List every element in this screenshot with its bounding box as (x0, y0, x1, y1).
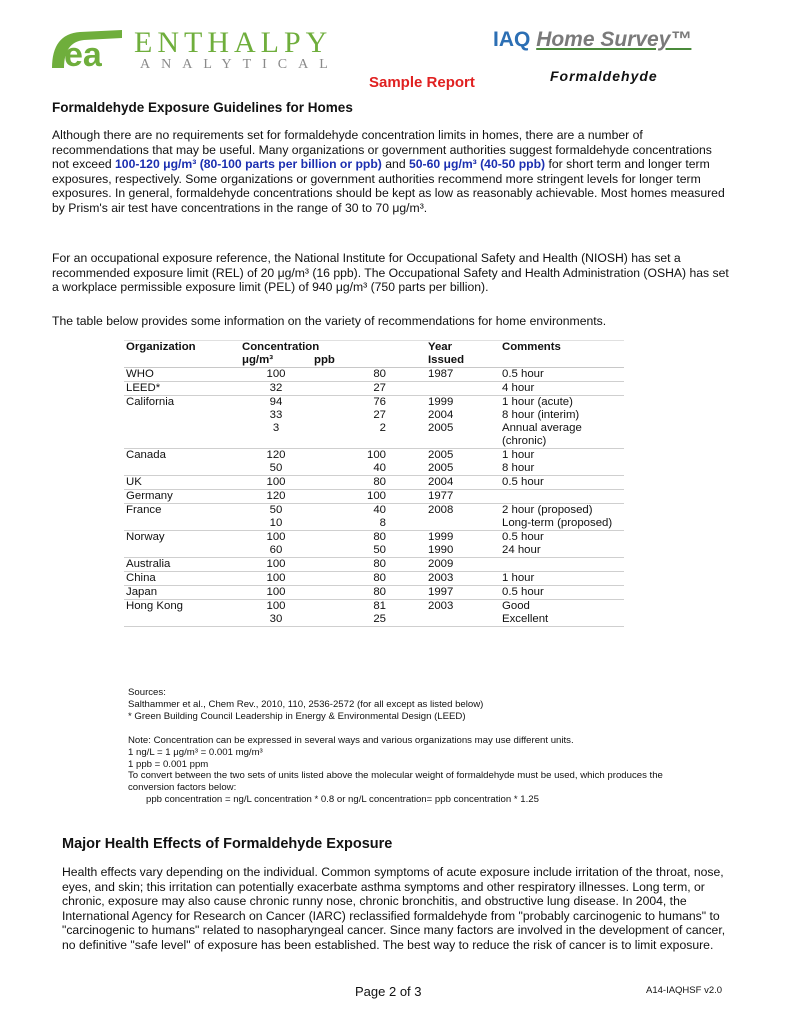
cell-ug: 100 60 (240, 531, 312, 558)
header-blank (124, 354, 240, 368)
cell-organization: California (124, 396, 240, 449)
table-row (124, 531, 624, 558)
cell-comment: 1 hour (500, 572, 624, 586)
table-body (124, 368, 624, 627)
cell-organization: UK (124, 476, 240, 490)
cell-comment: 1 hour 8 hour (500, 449, 624, 476)
table-row (124, 504, 624, 531)
cell-ppb: 80 (312, 572, 396, 586)
cell-comment (500, 490, 624, 504)
paragraph-guidelines-intro (52, 128, 732, 216)
cell-ppb: 80 50 (312, 531, 396, 558)
cell-ppb: 100 (312, 490, 396, 504)
page-number: Page 2 of 3 (355, 984, 422, 999)
cell-ppb: 80 (312, 558, 396, 572)
cell-year: 2008 (396, 504, 500, 531)
cell-comment: 1 hour (acute) 8 hour (interim) Annual average (chronic) (500, 396, 624, 449)
sources-label: Sources: (128, 687, 166, 698)
guidelines-table (124, 340, 624, 627)
paragraph-table-intro: The table below provides some information on the variety of recommendations for home environments. (52, 314, 607, 328)
cell-year (396, 382, 500, 396)
cell-comment: 0.5 hour (500, 586, 624, 600)
cell-organization: Japan (124, 586, 240, 600)
cell-ug: 32 (240, 382, 312, 396)
cell-year: 1999 1990 (396, 531, 500, 558)
cell-comment: 0.5 hour (500, 476, 624, 490)
note-line: To convert between the two sets of units listed above the molecular weight of formaldehyde must be used, which produces the conversion factors below: (128, 770, 663, 794)
cell-organization: China (124, 572, 240, 586)
cell-ug: 120 50 (240, 449, 312, 476)
cell-year: 1997 (396, 586, 500, 600)
sample-report-label: Sample Report (369, 74, 475, 91)
iaq-logo-suffix: Home Survey™ (536, 28, 692, 51)
cell-ug: 120 (240, 490, 312, 504)
cell-comment: 4 hour (500, 382, 624, 396)
svg-text:ea: ea (64, 36, 102, 70)
table-row (124, 600, 624, 627)
table-row (124, 368, 624, 382)
brand-subtitle: ANALYTICAL (140, 57, 339, 72)
sources-line: Salthammer et al., Chem Rev., 2010, 110, 2536-2572 (for all except as listed below) (128, 698, 484, 710)
cell-year: 2003 (396, 572, 500, 586)
cell-comment: 0.5 hour 24 hour (500, 531, 624, 558)
iaq-logo-prefix: IAQ (493, 28, 531, 51)
cell-ug: 100 (240, 586, 312, 600)
section-title-guidelines: Formaldehyde Exposure Guidelines for Homes (52, 100, 353, 115)
cell-comment (500, 558, 624, 572)
table-row (124, 476, 624, 490)
table-row (124, 490, 624, 504)
enthalpy-logo-mark (50, 28, 124, 70)
cell-organization: WHO (124, 368, 240, 382)
cell-ug: 94 33 3 (240, 396, 312, 449)
sources-block (128, 687, 483, 722)
cell-organization: Australia (124, 558, 240, 572)
table-row (124, 449, 624, 476)
table-row (124, 572, 624, 586)
cell-ppb: 76 27 2 (312, 396, 396, 449)
cell-organization: Canada (124, 449, 240, 476)
table-subheader-row (124, 354, 624, 368)
document-code: A14-IAQHSF v2.0 (646, 985, 723, 996)
section-title-health-effects: Major Health Effects of Formaldehyde Exposure (62, 836, 393, 852)
paragraph-text: for short term and longer term exposures, respectively. Some organizations or government authorities recommend more stringent levels for longer term exposures. In general, formaldehyde concentrations should be kept as low as reasonably achievable. Most homes measured by Prism's air test have concentrations in the range of 30 to 70 μg/m³. (52, 157, 725, 215)
table-header-row (124, 341, 624, 355)
cell-ug: 100 (240, 558, 312, 572)
header-issued: Issued (396, 354, 500, 368)
note-line: Note: Concentration can be expressed in several ways and various organizations may use different units. (128, 735, 574, 746)
cell-ug: 100 30 (240, 600, 312, 627)
cell-organization: Hong Kong (124, 600, 240, 627)
highlight-short-term: 100-120 μg/m³ (80-100 parts per billion or ppb) (115, 157, 382, 172)
paragraph-occupational: For an occupational exposure reference, the National Institute for Occupational Safety and Health (NIOSH) has set a recommended exposure limit (REL) of 20 μg/m³ (16 ppb). The Occupational Safety and Health Administration (OSHA) has set a workplace permissible exposure limit (PEL) of 940 μg/m³ (750 parts per billion). (52, 251, 729, 295)
highlight-long-term: 50-60 μg/m³ (40-50 ppb) (408, 157, 546, 172)
note-conversion: ppb concentration = ng/L concentration * 0.8 or ng/L concentration= ppb concentration * 1.25 (146, 793, 539, 805)
table-row (124, 558, 624, 572)
header-ug: μg/m³ (240, 354, 312, 368)
table-row (124, 396, 624, 449)
cell-organization: Germany (124, 490, 240, 504)
report-type-label: Formaldehyde (550, 68, 658, 84)
cell-comment: 0.5 hour (500, 368, 624, 382)
cell-organization: LEED* (124, 382, 240, 396)
cell-ppb: 81 25 (312, 600, 396, 627)
cell-ug: 100 (240, 572, 312, 586)
cell-organization: Norway (124, 531, 240, 558)
cell-year: 2005 2005 (396, 449, 500, 476)
cell-ppb: 100 40 (312, 449, 396, 476)
cell-year: 2003 (396, 600, 500, 627)
cell-year: 1987 (396, 368, 500, 382)
brand-name: ENTHALPY (134, 26, 333, 59)
table-row (124, 382, 624, 396)
header-organization: Organization (126, 341, 196, 353)
header-ppb: ppb (312, 354, 396, 368)
cell-year: 2009 (396, 558, 500, 572)
note-block (128, 735, 688, 806)
header-comments: Comments (502, 341, 561, 353)
paragraph-text: and (381, 157, 409, 172)
header-concentration: Concentration (242, 341, 320, 353)
cell-ppb: 80 (312, 586, 396, 600)
header-year: Year (428, 341, 453, 353)
cell-ug: 50 10 (240, 504, 312, 531)
cell-ug: 100 (240, 476, 312, 490)
cell-ug: 100 (240, 368, 312, 382)
header-blank (500, 354, 624, 368)
cell-year: 2004 (396, 476, 500, 490)
cell-comment: 2 hour (proposed) Long-term (proposed) (500, 504, 624, 531)
note-line: 1 ppb = 0.001 ppm (128, 758, 209, 770)
cell-ppb: 80 (312, 476, 396, 490)
iaq-home-survey-logo (493, 28, 691, 52)
cell-year: 1977 (396, 490, 500, 504)
cell-comment: Good Excellent (500, 600, 624, 627)
cell-year: 1999 2004 2005 (396, 396, 500, 449)
table-row (124, 586, 624, 600)
cell-ppb: 27 (312, 382, 396, 396)
paragraph-text: Although there are no requirements set for formaldehyde concentration limits in homes, there are a number of recommendations that may be useful. Many organizations or government authorities suggest formaldehyde concentrations not exceed (52, 128, 712, 172)
sources-line: * Green Building Council Leadership in Energy & Environmental Design (LEED) (128, 710, 466, 722)
paragraph-health-effects: Health effects vary depending on the individual. Common symptoms of acute exposure include irritation of the throat, nose, eyes, and skin; this irritation can potentially exacerbate asthma symptoms and other respiratory illnesses. Long term, or chronic, exposure may also cause chronic runny nose, chronic bronchitis, and obstructive lung disease. In 2004, the International Agency for Research on Cancer (IARC) reclassified formaldehyde from "probably carcinogenic to humans" to "carcinogenic to humans" related to nasopharyngeal cancer. Since many factors are involved in the development of cancer, no definitive "safe level" of exposure has been established. The best way to reduce the risk of cancer is to limit exposure. (62, 865, 726, 952)
note-line: 1 ng/L = 1 μg/m³ = 0.001 mg/m³ (128, 746, 263, 758)
cell-ppb: 40 8 (312, 504, 396, 531)
cell-ppb: 80 (312, 368, 396, 382)
cell-organization: France (124, 504, 240, 531)
